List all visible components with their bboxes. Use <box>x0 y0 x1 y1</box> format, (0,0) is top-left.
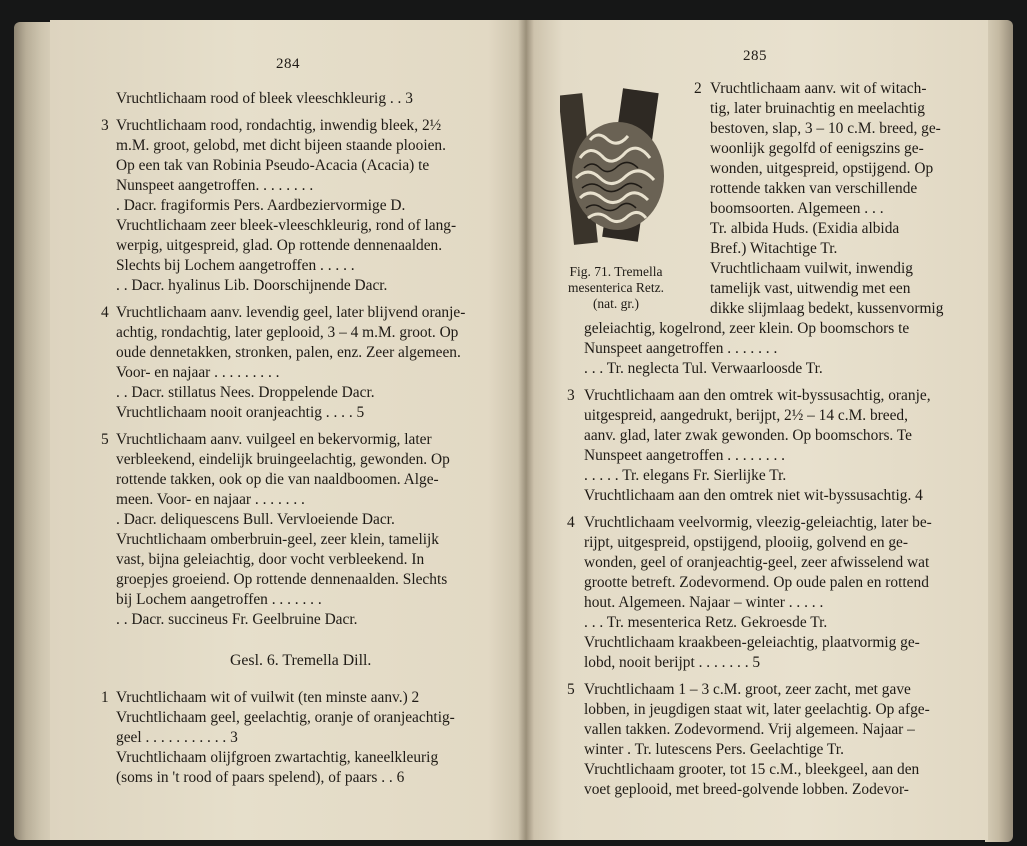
text-line: Vruchtlichaam wit of vuilwit (ten minste aanv.) 2 <box>116 689 420 706</box>
text-line: tamelijk vast, uitwendig met een <box>710 280 911 297</box>
text-line: achtig, rondachtig, later geplooid, 3 – 4 m.M. groot. Op <box>116 324 459 341</box>
text-line: Vruchtlichaam aanv. vuilgeel en bekervormig, later <box>116 431 432 448</box>
text-line: dikke slijmlaag bedekt, kussenvormig <box>710 300 944 317</box>
species-name-line: Bref.) Witachtige Tr. <box>710 240 838 257</box>
text-line: Vruchtlichaam rood, rondachtig, inwendig bleek, 2½ <box>116 117 442 134</box>
page-number-left: 284 <box>276 56 300 72</box>
text-line: werpig, uitgespreid, glad. Op rottende dennenaalden. <box>116 237 443 254</box>
text-line: wonden, uitgespreid, opstijgend. Op <box>710 160 934 177</box>
couplet-number: 4 <box>567 514 575 531</box>
text-line: Nunspeet aangetroffen. . . . . . . . <box>116 177 314 194</box>
species-name-line: . . Dacr. hyalinus Lib. Doorschijnende Dacr. <box>116 277 388 294</box>
species-name-line: . . Dacr. stillatus Nees. Droppelende Dacr. <box>116 384 375 401</box>
figure-caption-line: (nat. gr.) <box>592 296 640 311</box>
text-line: grootte betreft. Zodevormend. Op oude palen en rottend <box>584 574 929 591</box>
text-line: rottende takken van verschillende <box>710 180 918 197</box>
text-line: (soms in 't rood of paars spelend), of paars . . 6 <box>116 769 405 786</box>
genus-heading: Gesl. 6. Tremella Dill. <box>230 652 372 669</box>
species-name-line: . . . Tr. neglecta Tul. Verwaarloosde Tr. <box>584 360 823 377</box>
text-line: Vruchtlichaam olijfgroen zwartachtig, kaneelkleurig <box>116 749 439 766</box>
couplet-number: 1 <box>101 689 109 706</box>
text-line: m.M. groot, gelobd, met dicht bijeen staande plooien. <box>116 137 446 154</box>
text-line: Vruchtlichaam veelvormig, vleezig-geleiachtig, later be- <box>584 514 932 531</box>
text-line: Slechts bij Lochem aangetroffen . . . . . <box>116 257 355 274</box>
text-line: verbleekend, eindelijk bruingeelachtig, gewonden. Op <box>116 451 450 468</box>
text-line: Op een tak van Robinia Pseudo-Acacia (Acacia) te <box>116 157 430 174</box>
text-line: Vruchtlichaam zeer bleek-vleeschkleurig, rond of lang- <box>116 217 457 234</box>
text-line: wonden, geel of oranjeachtig-geel, zeer afwisselend wat <box>584 554 930 571</box>
tremella-figure-illustration <box>560 88 670 258</box>
figure-caption-line: mesenterica Retz. <box>568 280 664 295</box>
text-line: Vruchtlichaam aanv. wit of witach- <box>710 80 927 97</box>
text-line: uitgespreid, aangedrukt, berijpt, 2½ – 14 c.M. breed, <box>584 407 908 424</box>
text-line: Vruchtlichaam nooit oranjeachtig . . . . 5 <box>116 404 365 421</box>
text-line: Vruchtlichaam geel, geelachtig, oranje of oranjeachtig- <box>116 709 455 726</box>
text-line: aanv. glad, later zwak gewonden. Op boomschors. Te <box>584 427 913 444</box>
text-line: Vruchtlichaam omberbruin-geel, zeer klein, tamelijk <box>116 531 439 548</box>
text-line: Vruchtlichaam rood of bleek vleeschkleurig . . 3 <box>116 90 413 107</box>
text-line: hout. Algemeen. Najaar – winter . . . . . <box>584 594 824 611</box>
species-name-line: . Dacr. fragiformis Pers. Aardbeziervormige D. <box>116 197 406 214</box>
couplet-number: 4 <box>101 304 109 321</box>
text-line: Vruchtlichaam kraakbeen-geleiachtig, plaatvormig ge- <box>584 634 920 651</box>
text-line: voet geplooid, met breed-golvende lobben. Zodevor- <box>584 781 909 798</box>
text-line: Voor- en najaar . . . . . . . . . <box>116 364 280 381</box>
species-name-line: . . Dacr. succineus Fr. Geelbruine Dacr. <box>116 611 358 628</box>
text-line: geel . . . . . . . . . . . 3 <box>116 729 238 746</box>
text-line: groepjes groeiend. Op rottende dennenaalden. Slechts <box>116 571 448 588</box>
text-line: lobben, in jeugdigen staat wit, later geelachtig. Op afge- <box>584 701 930 718</box>
figure-caption-line: Fig. 71. Tremella <box>569 264 663 279</box>
species-name-line: winter . Tr. lutescens Pers. Geelachtige Tr. <box>584 741 844 758</box>
text-line: Vruchtlichaam aan den omtrek wit-byssusachtig, oranje, <box>584 387 931 404</box>
text-line: bij Lochem aangetroffen . . . . . . . <box>116 591 322 608</box>
text-line: Vruchtlichaam 1 – 3 c.M. groot, zeer zacht, met gave <box>584 681 911 698</box>
text-line: bestoven, slap, 3 – 10 c.M. breed, ge- <box>710 120 941 137</box>
text-line: rottende takken, ook op die van naaldboomen. Alge- <box>116 471 439 488</box>
couplet-number: 5 <box>567 681 575 698</box>
text-line: oude dennetakken, stronken, palen, enz. Zeer algemeen. <box>116 344 461 361</box>
book-edge-right <box>985 20 1013 842</box>
species-name-line: . . . . . Tr. elegans Fr. Sierlijke Tr. <box>584 467 787 484</box>
species-name-line: . Dacr. deliquescens Bull. Vervloeiende Dacr. <box>116 511 395 528</box>
book-gutter <box>518 20 534 840</box>
text-line: vast, bijna geleiachtig, door vocht verbleekend. In <box>116 551 425 568</box>
text-line: tig, later bruinachtig en meelachtig <box>710 100 925 117</box>
text-line: Vruchtlichaam aanv. levendig geel, later blijvend oranje- <box>116 304 466 321</box>
couplet-number: 2 <box>694 80 702 97</box>
text-line: Nunspeet aangetroffen . . . . . . . . <box>584 447 786 464</box>
text-line: meen. Voor- en najaar . . . . . . . <box>116 491 305 508</box>
book-edge-left <box>14 22 54 840</box>
text-line: vallen takken. Zodevormend. Vrij algemeen. Najaar – <box>584 721 915 738</box>
text-line: Vruchtlichaam vuilwit, inwendig <box>710 260 913 277</box>
text-line: Vruchtlichaam aan den omtrek niet wit-byssusachtig. 4 <box>584 487 923 504</box>
species-name-line: . . . Tr. mesenterica Retz. Gekroesde Tr. <box>584 614 828 631</box>
text-line: Nunspeet aangetroffen . . . . . . . <box>584 340 778 357</box>
species-name-line: Tr. albida Huds. (Exidia albida <box>710 220 900 237</box>
couplet-number: 3 <box>567 387 575 404</box>
couplet-number: 3 <box>101 117 109 134</box>
text-line: rijpt, uitgespreid, opstijgend, plooiig, golvend en ge- <box>584 534 909 551</box>
text-line: woonlijk gegolfd of eenigszins ge- <box>710 140 924 157</box>
text-line: lobd, nooit berijpt . . . . . . . 5 <box>584 654 761 671</box>
text-line: geleiachtig, kogelrond, zeer klein. Op boomschors te <box>584 320 910 337</box>
text-line: boomsoorten. Algemeen . . . <box>710 200 884 217</box>
text-line: Vruchtlichaam grooter, tot 15 c.M., bleekgeel, aan den <box>584 761 920 778</box>
page-number-right: 285 <box>743 48 767 64</box>
couplet-number: 5 <box>101 431 109 448</box>
